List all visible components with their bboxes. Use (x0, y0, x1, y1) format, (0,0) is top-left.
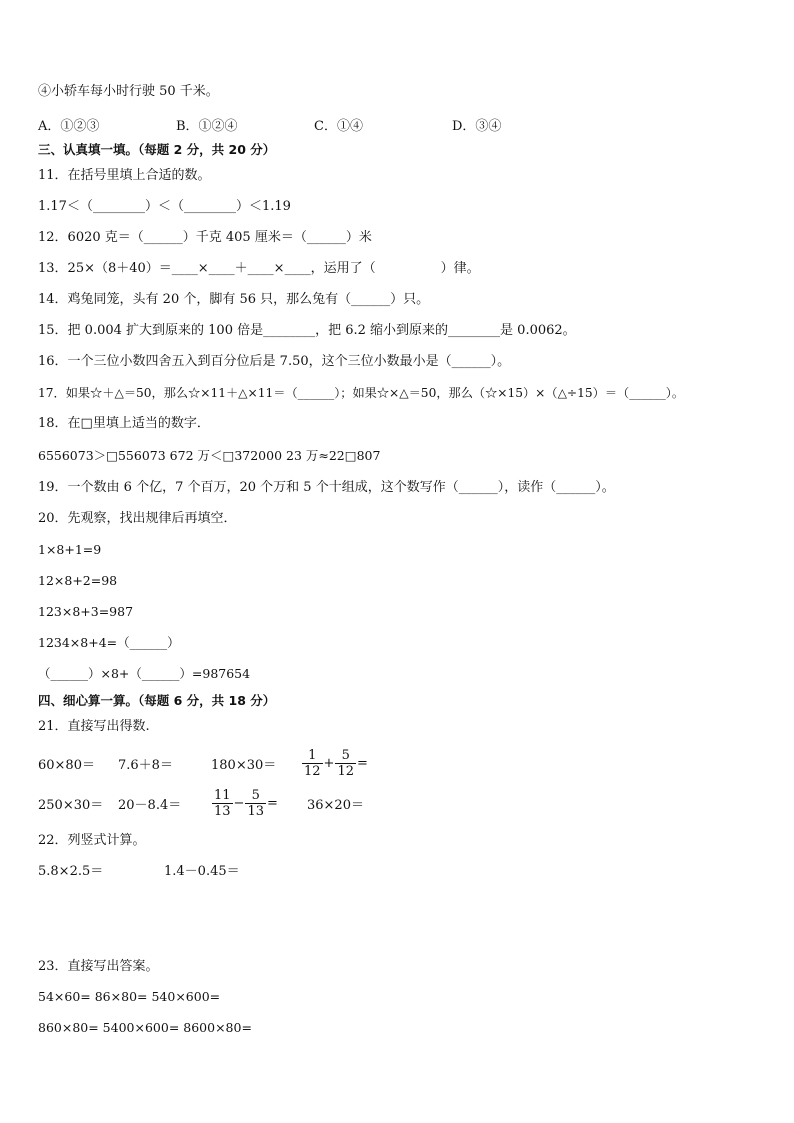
question-16: 16．一个三位小数四舍五入到百分位后是 7.50，这个三位小数最小是（______）。 (38, 354, 511, 369)
section-3-heading: 三、认真填一填。（每题 2 分，共 20 分） (38, 142, 276, 157)
question-22: 22．列竖式计算。 (38, 833, 146, 848)
pattern-line-3: 123×8+3=987 (38, 604, 134, 619)
q21-row-2 (38, 785, 364, 821)
fraction (212, 788, 233, 819)
question-11: 11．在括号里填上合适的数。 (38, 168, 211, 183)
question-19: 19．一个数由 6 个亿，7 个百万，20 个万和 5 个十组成，这个数写作（______），读作（______）。 (38, 480, 615, 495)
equals: = (267, 795, 278, 811)
question-14: 14．鸡兔同笼，头有 20 个，脚有 56 只，那么兔有（______）只。 (38, 292, 430, 307)
calc-item: 7.6＋8＝ (118, 757, 173, 773)
numerator: 5 (245, 788, 266, 804)
pattern-line-4: 1234×8+4=（______） (38, 635, 180, 650)
fraction (302, 748, 323, 779)
fraction (335, 748, 356, 779)
q23-row-1: 54×60= 86×80= 540×600= (38, 989, 221, 1004)
q23-row-2: 860×80= 5400×600= 8600×80= (38, 1020, 252, 1035)
calc-item: 180×30＝ (211, 757, 277, 773)
question-18: 18．在□里填上适当的数字． (38, 416, 210, 431)
calc-item: 36×20＝ (307, 797, 364, 813)
equals: = (357, 755, 368, 771)
operator: + (323, 755, 335, 771)
choice-a: A．①②③ (38, 119, 100, 134)
question-15: 15．把 0.004 扩大到原来的 100 倍是________，把 6.2 缩小到原来的________是 0.0062。 (38, 323, 576, 338)
question-18-items: 6556073＞□556073 672 万＜□372000 23 万≈22□807 (38, 448, 381, 463)
q22-item-2: 1.4－0.45＝ (164, 864, 240, 879)
operator: − (233, 795, 245, 811)
pattern-line-2: 12×8+2=98 (38, 573, 118, 588)
question-21: 21．直接写出得数. (38, 719, 150, 734)
choice-c: C．①④ (314, 119, 363, 134)
calc-item: 20－8.4＝ (118, 797, 182, 813)
question-13: 13．25×（8＋40）＝____×____＋____×____，运用了（ ）律。 (38, 261, 480, 276)
question-20: 20．先观察，找出规律后再填空． (38, 511, 237, 526)
question-12: 12．6020 克＝（______）千克 405 厘米＝（______）米 (38, 230, 372, 245)
denominator: 12 (304, 763, 321, 779)
numerator: 11 (214, 787, 231, 803)
denominator: 13 (247, 803, 264, 819)
calc-item: 250×30＝ (38, 797, 104, 813)
fraction (245, 788, 266, 819)
q22-item-1: 5.8×2.5＝ (38, 864, 104, 879)
choice-b: B．①②④ (176, 119, 238, 134)
denominator: 13 (214, 803, 231, 819)
pattern-line-5: （______）×8+（______）=987654 (38, 666, 251, 681)
choice-d: D．③④ (452, 119, 502, 134)
calc-item: 60×80＝ (38, 757, 95, 773)
question-17: 17．如果☆＋△＝50，那么☆×11＋△×11＝（______）；如果☆×△＝50，那么（☆×15）×（△÷15）＝（______）。 (38, 386, 685, 400)
option-4-text: ④小轿车每小时行驶 50 千米。 (38, 84, 219, 99)
question-23: 23．直接写出答案。 (38, 959, 159, 974)
denominator: 12 (337, 763, 354, 779)
numerator: 5 (335, 748, 356, 764)
pattern-line-1: 1×8+1=9 (38, 542, 102, 557)
q21-row-1 (38, 745, 368, 781)
section-4-heading: 四、细心算一算。（每题 6 分，共 18 分） (38, 693, 276, 708)
numerator: 1 (302, 748, 323, 764)
question-11-blank: 1.17＜（________）＜（________）＜1.19 (38, 199, 291, 214)
